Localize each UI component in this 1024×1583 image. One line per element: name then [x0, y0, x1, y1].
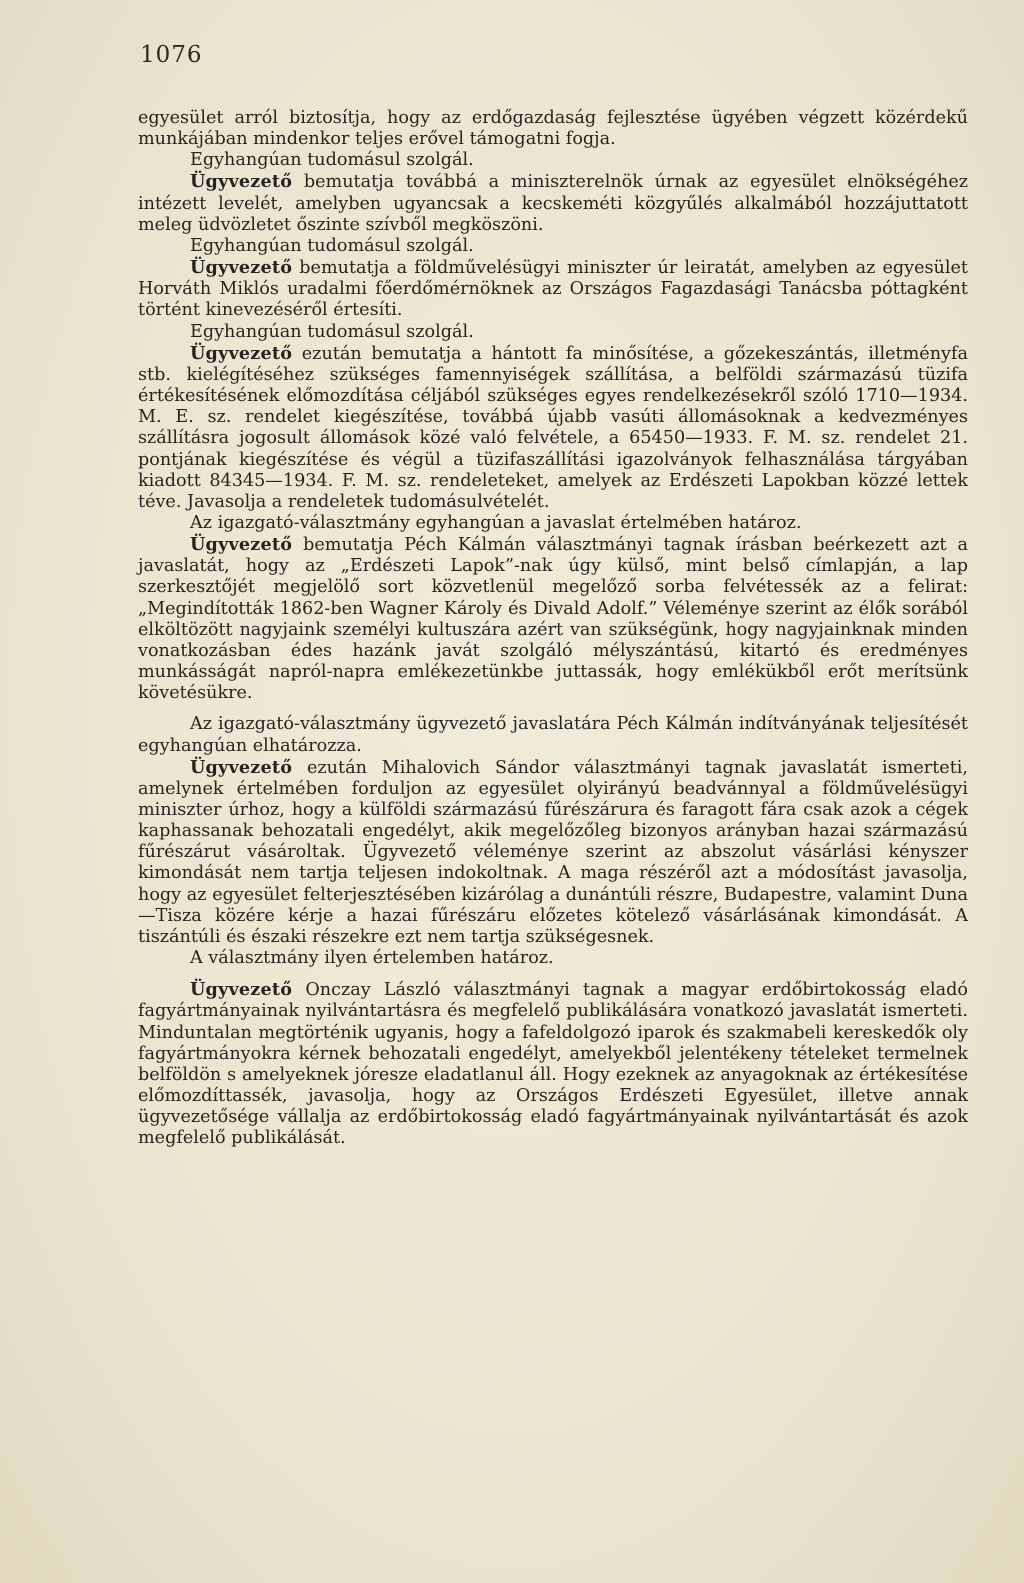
paragraph-lead: Ügyvezető: [190, 171, 293, 193]
paragraph: [138, 714, 968, 756]
paragraph: [138, 534, 968, 704]
paragraph-text: Onczay László választmányi tagnak a magyar erdőbirtokosság eladó fagyártmányainak nyilvántartásra és megfelelő publikálására vonatkozó javaslatát ismerteti. Minduntalan megtörténik ugyanis, hogy a fafeldolgozó iparok és szakmabeli kereskedők oly fagyártmányokra kérnek behozatali engedélyt, amelyekből jelentékeny tételeket termelnek belföldön s amelyeknek jóresze eladatlanul áll. Hogy ezeknek az anyagoknak az értékesítése előmozdíttassék, javasolja, hogy az Országos Erdészeti Egyesület, illetve annak ügyvezetősége vállalja az erdőbirtokosság eladó fagyártmányainak nyilvántartását és azok megfelelő publikálását.: [138, 980, 968, 1149]
paragraph: [138, 513, 968, 534]
paragraph-lead: Ügyvezető: [190, 257, 293, 279]
paragraph-text: bemutatja Péch Kálmán választmányi tagnak írásban beérkezett azt a javaslatát, hogy az „Erdészeti Lapok”-nak úgy külső, mint belső címlapján, a lap szerkesztőjét megjelölő sort közvetlenül megelőző sorba felvétessék az a felirat: „Megindították 1862-ben Wagner Károly és Divald Adolf.” Véleménye szerint az élők sorából elköltözött nagyjaink személyi kultuszára azért van szükségünk, hogy nagyjainknak minden vonatkozásban édes hazánk javát szolgáló mélyszántású, kitartó és eredményes munkásságát napról-napra emlékezetünkbe juttassák, hogy emlékükből erőt merítsünk követésükre.: [138, 535, 968, 704]
paragraph-text: A választmány ilyen értelemben határoz.: [190, 948, 554, 969]
paragraph: [138, 343, 968, 513]
paragraph-text: Egyhangúan tudomásul szolgál.: [190, 150, 474, 171]
document-body: [138, 108, 968, 1150]
page-number: 1076: [140, 42, 203, 68]
paragraph-text: bemutatja a földművelésügyi miniszter úr leiratát, amelyben az egyesület Horváth Miklós uradalmi főerdőmérnöknek az Országos Fagazdasági Tanácsba póttagként történt kinevezéséről értesíti.: [138, 258, 968, 321]
paragraph-gap: [138, 969, 968, 979]
paragraph-lead: Ügyvezető: [190, 342, 293, 364]
paragraph-gap: [138, 704, 968, 714]
paragraph-text: Az igazgató-választmány egyhangúan a javaslat értelmében határoz.: [190, 512, 802, 533]
paragraph-text: Egyhangúan tudomásul szolgál.: [190, 321, 474, 342]
paragraph-lead: Ügyvezető: [190, 534, 293, 556]
paragraph-text: Az igazgató-választmány ügyvezető javaslatára Péch Kálmán indítványának teljesítését egyhangúan elhatározza.: [138, 714, 968, 756]
paragraph: [138, 948, 968, 969]
paragraph-lead: Ügyvezető: [190, 756, 293, 778]
paragraph: [138, 171, 968, 235]
paragraph: [138, 257, 968, 321]
paragraph: [138, 108, 968, 150]
paragraph-lead: Ügyvezető: [190, 979, 293, 1001]
paragraph-text: Egyhangúan tudomásul szolgál.: [190, 235, 474, 256]
paragraph-text: ezután bemutatja a hántott fa minősítése, a gőzekeszántás, illetményfa stb. kielégítéséhez szükséges famennyiségek szállítása, a belföldi származású tüzifa értékesítésének előmozdítása céljából szükséges egyes rendelkezésekről szóló 1710—1934. M. E. sz. rendelet kiegészítése, továbbá újabb vasúti állomásoknak a kedvezményes szállításra jogosult állomások közé való felvétele, a 65450—1933. F. M. sz. rendelet 21. pontjának kiegészítése és végül a tüzifaszállítási igazolványok felhasználása tárgyában kiadott 84345—1934. F. M. sz. rendeleteket, amelyek az Erdészeti Lapokban közzé lettek téve. Javasolja a rendeletek tudomásulvételét.: [138, 343, 968, 512]
paragraph: [138, 150, 968, 171]
paragraph: [138, 757, 968, 948]
paragraph-text: ezután Mihalovich Sándor választmányi tagnak javaslatát ismerteti, amelynek értelmében forduljon az egyesület olyirányú beadvánnyal a földművelésügyi miniszter úrhoz, hogy a külföldi származású fűrészárura és faragott fára csak azok a cégek kaphassanak behozatali engedélyt, akik megelőzőleg bizonyos arányban hazai származású fűrészárut vásároltak. Ügyvezető véleménye szerint az abszolut vásárlási kényszer kimondását nem tartja teljesen indokoltnak. A maga részéről azt a módosítást javasolja, hogy az egyesület felterjesztésében kizárólag a dunántúli részre, Budapestre, valamint Duna—Tisza közére kérje a hazai fűrészáru előzetes kötelező vásárlásának kimondását. A tiszántúli és északi részekre ezt nem tartja szükségesnek.: [138, 757, 968, 947]
paragraph: [138, 979, 968, 1149]
paragraph: [138, 322, 968, 343]
paragraph-text: bemutatja továbbá a miniszterelnök úrnak az egyesület elnökségéhez intézett levelét, amelyben ugyancsak a kecskeméti közgyűlés alkalmából hozzájuttatott meleg üdvözletet őszinte szívből megköszöni.: [138, 172, 968, 235]
paragraph-text: egyesület arról biztosítja, hogy az erdőgazdaság fejlesztése ügyében végzett közérdekű munkájában mindenkor teljes erővel támogatni fogja.: [138, 108, 968, 150]
paragraph: [138, 236, 968, 257]
